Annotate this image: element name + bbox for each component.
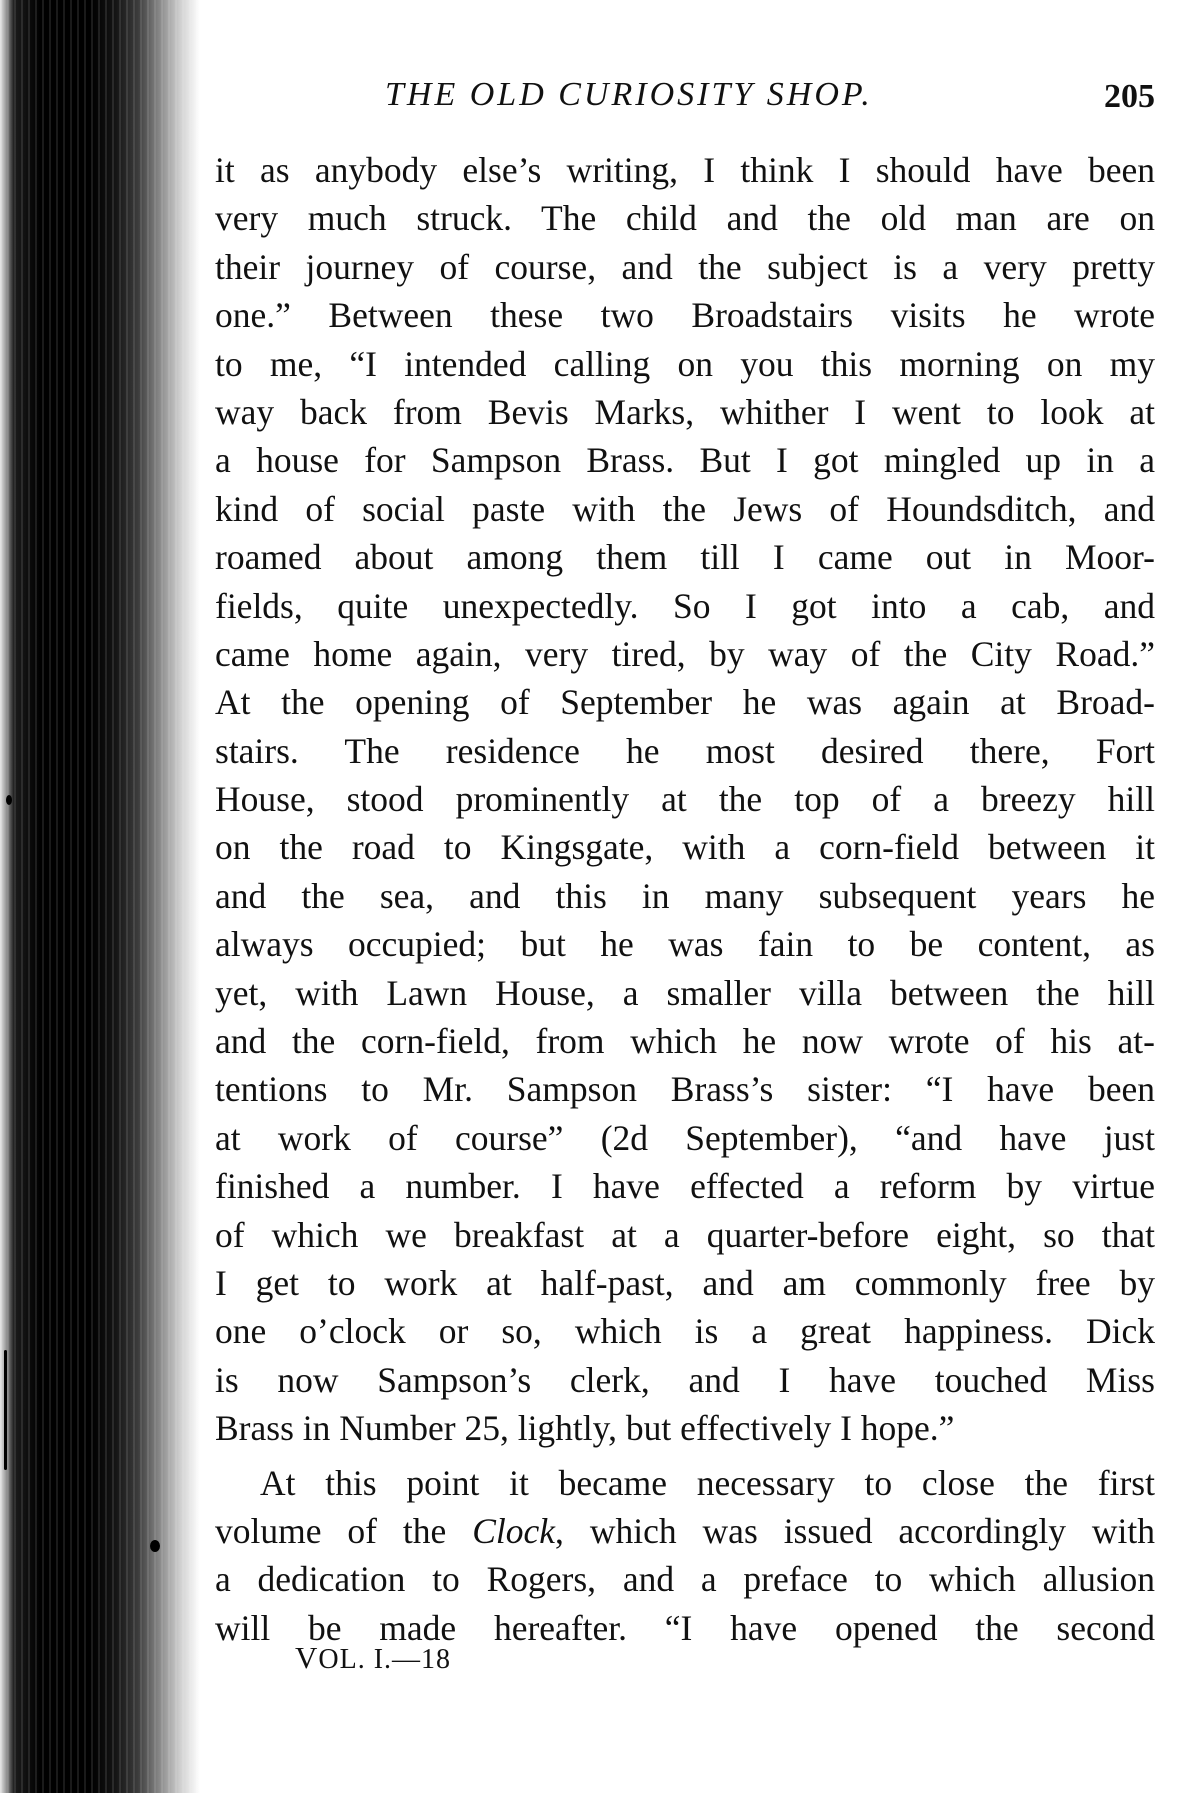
text-line: a house for Sampson Brass. But I got mingled up in a [215, 440, 1155, 481]
text-line: very much struck. The child and the old man are on [215, 198, 1155, 239]
text-line: roamed about among them till I came out in Moor- [215, 537, 1155, 578]
text-line: of which we breakfast at a quarter-before eight, so that [215, 1214, 1155, 1255]
text-line: Brass in Number 25, lightly, but effectively I hope.” [215, 1408, 955, 1449]
text-line: always occupied; but he was fain to be content, as [215, 924, 1155, 965]
text-line: one o’clock or so, which is a great happiness. Dick [215, 1311, 1155, 1352]
text-line: one.” Between these two Broadstairs visits he wrote [215, 295, 1155, 336]
text-line: at work of course” (2d September), “and have just [215, 1117, 1155, 1158]
signature-rest: OL. I.—18 [318, 1644, 452, 1675]
text-line: a dedication to Rogers, and a preface to which allusion [215, 1559, 1155, 1600]
text-run: volume of the [215, 1510, 473, 1551]
text-line: will be made hereafter. “I have opened the second [215, 1607, 1155, 1648]
text-line: their journey of course, and the subject is a very pretty [215, 246, 1155, 287]
page-number: 205 [1104, 78, 1155, 115]
text-line: to me, “I intended calling on you this morning on my [215, 343, 1155, 384]
text-line: fields, quite unexpectedly. So I got into a cab, and [215, 585, 1155, 626]
ink-speck [150, 1540, 160, 1552]
ink-speck [4, 1350, 7, 1470]
text-line: and the sea, and this in many subsequent years he [215, 875, 1155, 916]
page-header [215, 76, 1155, 126]
volume-signature [295, 1640, 451, 1676]
paragraph-2 [215, 1459, 1155, 1653]
text-line: At the opening of September he was again at Broad- [215, 682, 1155, 723]
text-line: yet, with Lawn House, a smaller villa between the hill [215, 972, 1155, 1013]
text-line: House, stood prominently at the top of a breezy hill [215, 779, 1155, 820]
text-line: came home again, very tired, by way of the City Road.” [215, 633, 1155, 674]
text-line [215, 1507, 1155, 1555]
running-title: THE OLD CURIOSITY SHOP. [385, 76, 873, 113]
text-line: kind of social paste with the Jews of Houndsditch, and [215, 488, 1155, 529]
text-run: , which was issued accordingly with [555, 1510, 1155, 1551]
text-line: is now Sampson’s clerk, and I have touched Miss [215, 1359, 1155, 1400]
text-line: way back from Bevis Marks, whither I went to look at [215, 391, 1155, 432]
signature-cap: V [295, 1640, 319, 1675]
text-line: finished a number. I have effected a reform by virtue [215, 1166, 1155, 1207]
text-line: it as anybody else’s writing, I think I should have been [215, 150, 1155, 190]
text-line: stairs. The residence he most desired there, Fort [215, 730, 1155, 771]
italic-title-clock: Clock [472, 1510, 556, 1551]
body-text [215, 146, 1155, 1652]
text-line: on the road to Kingsgate, with a corn-field between it [215, 827, 1155, 868]
paragraph-1 [215, 146, 1155, 1453]
scan-gutter-shadow [0, 0, 200, 1793]
text-line: At this point it became necessary to close the first [260, 1462, 1155, 1503]
ink-speck [6, 795, 12, 805]
text-line: I get to work at half-past, and am commonly free by [215, 1262, 1155, 1303]
text-line: and the corn-field, from which he now wrote of his at- [215, 1021, 1155, 1062]
text-line: tentions to Mr. Sampson Brass’s sister: “I have been [215, 1069, 1155, 1110]
